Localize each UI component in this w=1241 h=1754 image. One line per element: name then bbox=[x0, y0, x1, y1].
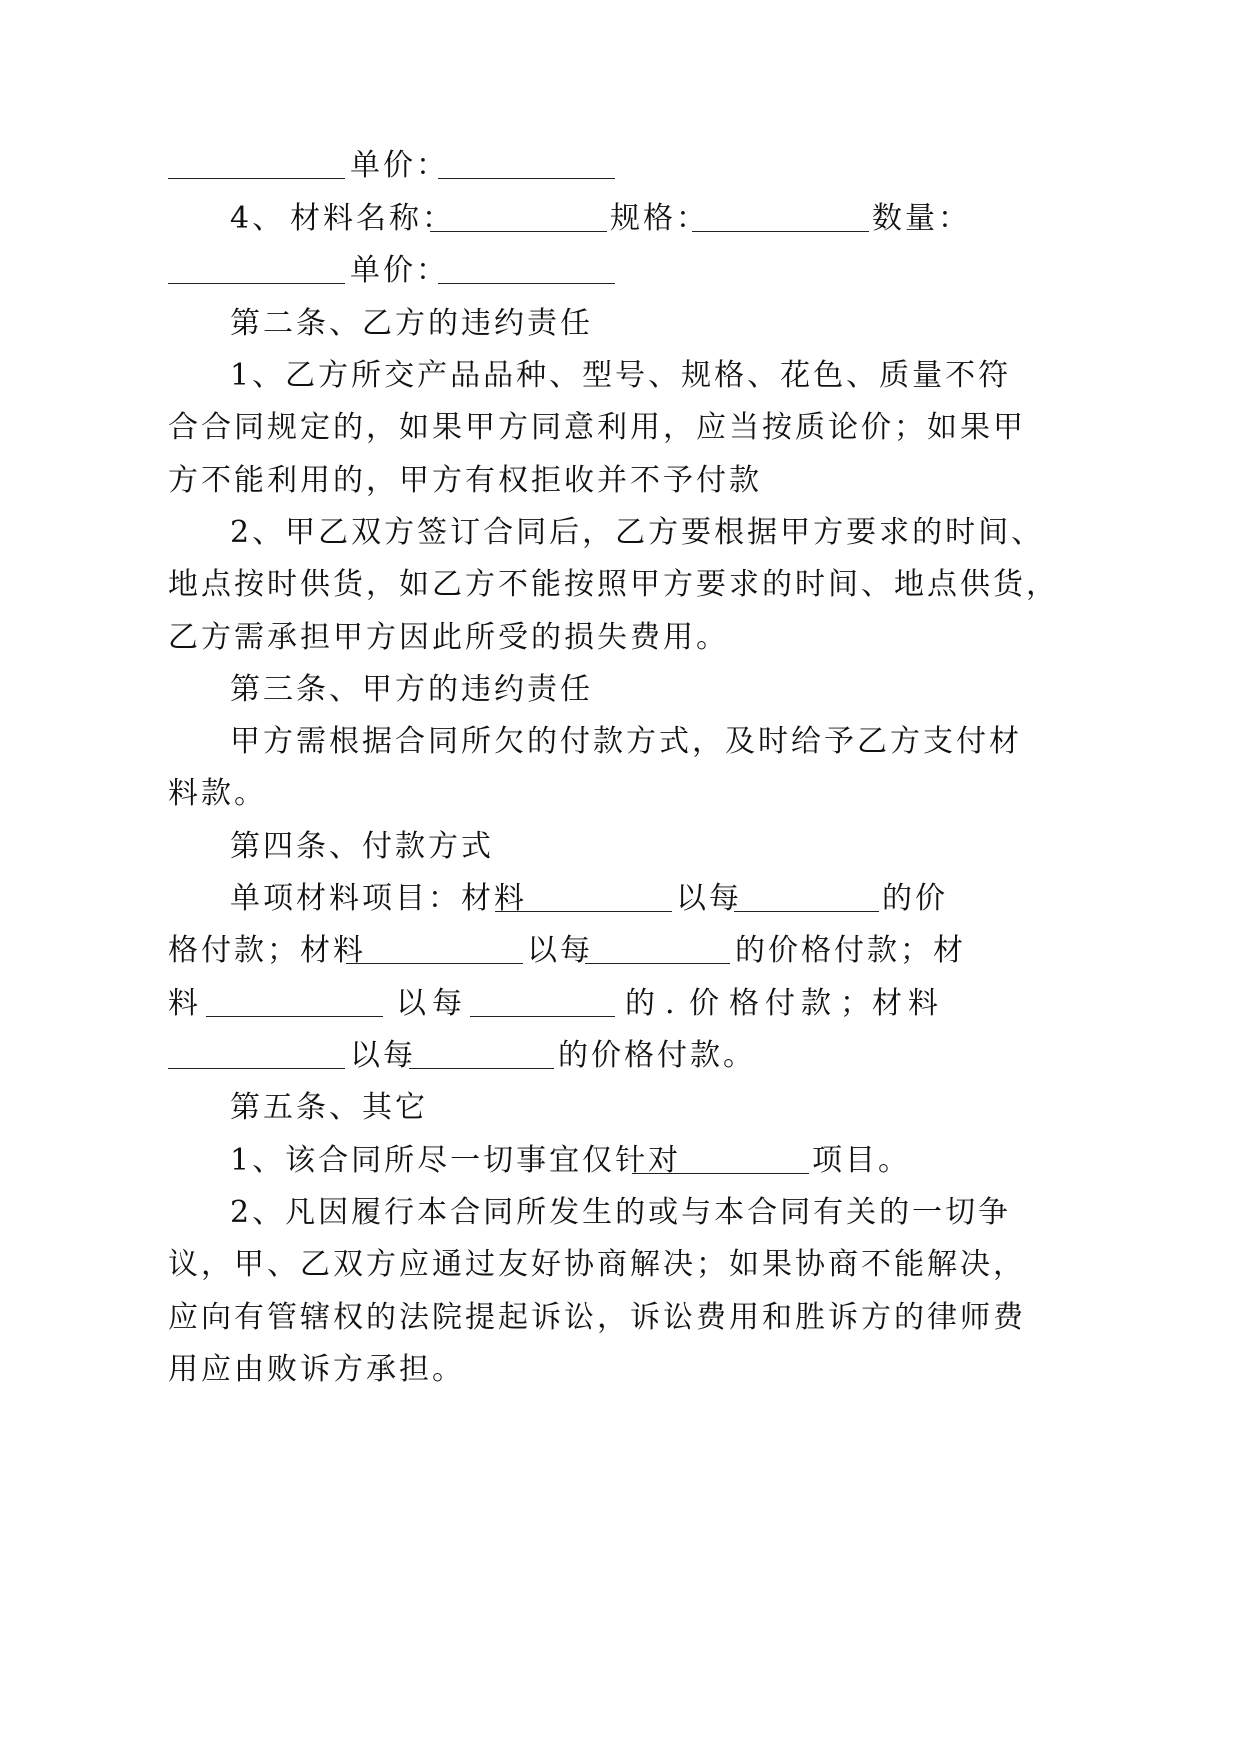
text-segment: . bbox=[665, 986, 678, 1021]
text-segment: 1、该合同所尽一切事宜仅针对 bbox=[230, 1143, 682, 1178]
text-line bbox=[0, 1187, 1241, 1239]
section-heading bbox=[0, 298, 1241, 350]
text-segment: 每 bbox=[432, 986, 465, 1021]
text-segment: 地点按时供货，如乙方不能按照甲方要求的时间、地点供货， bbox=[168, 567, 1059, 602]
text-line bbox=[0, 716, 1241, 768]
text-segment: 的 bbox=[625, 986, 658, 1021]
fill-in-blank bbox=[438, 178, 615, 179]
text-segment: 项目。 bbox=[812, 1143, 911, 1178]
fill-in-blank bbox=[206, 1016, 383, 1017]
text-line bbox=[0, 350, 1241, 402]
text-segment: 料 bbox=[168, 986, 201, 1021]
fill-in-blank bbox=[632, 1173, 809, 1174]
text-segment: 付 bbox=[765, 986, 798, 1021]
fill-in-blank bbox=[585, 963, 730, 964]
text-line bbox=[0, 1239, 1241, 1291]
text-line bbox=[0, 402, 1241, 454]
text-segment: 以每 bbox=[350, 1038, 416, 1073]
text-segment: 材 bbox=[872, 986, 905, 1021]
fill-in-blank bbox=[168, 1068, 345, 1069]
fill-in-blank bbox=[734, 911, 879, 912]
text-line bbox=[0, 140, 1241, 192]
text-line bbox=[0, 873, 1241, 925]
text-segment: 第二条、乙方的违约责任 bbox=[230, 306, 593, 341]
text-segment: 的价 bbox=[882, 881, 948, 916]
text-line bbox=[0, 245, 1241, 297]
text-segment: 以每 bbox=[527, 933, 593, 968]
text-segment: 第三条、甲方的违约责任 bbox=[230, 672, 593, 707]
text-segment: 单项材料项目：材料 bbox=[230, 881, 527, 916]
fill-in-blank bbox=[438, 283, 615, 284]
fill-in-blank bbox=[346, 963, 523, 964]
text-line bbox=[0, 1344, 1241, 1396]
text-segment: 格付款；材料 bbox=[168, 933, 366, 968]
section-heading bbox=[0, 1082, 1241, 1134]
text-segment: 材料名称： bbox=[290, 201, 455, 236]
section-heading bbox=[0, 664, 1241, 716]
text-segment: 合合同规定的，如果甲方同意利用，应当按质论价；如果甲 bbox=[168, 410, 1026, 445]
text-line bbox=[0, 1030, 1241, 1082]
text-segment: 甲方需根据合同所欠的付款方式，及时给予乙方支付材 bbox=[230, 724, 1022, 759]
fill-in-blank bbox=[692, 231, 869, 232]
text-segment: 单价： bbox=[350, 148, 449, 183]
text-line bbox=[0, 768, 1241, 820]
text-segment: 议，甲、乙双方应通过友好协商解决；如果协商不能解决， bbox=[168, 1247, 1026, 1282]
text-segment: 的价格付款。 bbox=[558, 1038, 756, 1073]
text-segment: 1、乙方所交产品品种、型号、规格、花色、质量不符 bbox=[230, 358, 1012, 393]
text-line bbox=[0, 455, 1241, 507]
fill-in-blank bbox=[168, 178, 345, 179]
text-segment: 价 bbox=[689, 986, 722, 1021]
text-line bbox=[0, 612, 1241, 664]
text-segment: 料款。 bbox=[168, 776, 267, 811]
text-segment: 2、凡因履行本合同所发生的或与本合同有关的一切争 bbox=[230, 1195, 1012, 1230]
text-segment: 用应由败诉方承担。 bbox=[168, 1352, 465, 1387]
text-line bbox=[0, 507, 1241, 559]
text-segment: 第四条、付款方式 bbox=[230, 829, 494, 864]
text-segment: 料 bbox=[908, 986, 941, 1021]
text-segment: 乙方需承担甲方因此所受的损失费用。 bbox=[168, 620, 729, 655]
fill-in-blank bbox=[409, 1068, 554, 1069]
text-segment: 数量： bbox=[872, 201, 971, 236]
text-line bbox=[0, 1292, 1241, 1344]
item-number: 4、 bbox=[230, 201, 286, 236]
text-segment: 规格： bbox=[610, 201, 709, 236]
text-segment: 格 bbox=[729, 986, 762, 1021]
text-segment: 单价： bbox=[350, 253, 449, 288]
text-segment: 款 bbox=[801, 986, 834, 1021]
text-segment: 2、甲乙双方签订合同后，乙方要根据甲方要求的时间、 bbox=[230, 515, 1045, 550]
text-line bbox=[0, 1135, 1241, 1187]
text-line bbox=[0, 978, 1241, 1030]
fill-in-blank bbox=[168, 283, 345, 284]
text-segment: 以 bbox=[396, 986, 429, 1021]
fill-in-blank bbox=[470, 1016, 615, 1017]
text-segment: 的价格付款；材 bbox=[735, 933, 966, 968]
text-segment: 方不能利用的，甲方有权拒收并不予付款 bbox=[168, 463, 762, 498]
text-segment: 第五条、其它 bbox=[230, 1090, 428, 1125]
fill-in-blank bbox=[495, 911, 672, 912]
section-heading bbox=[0, 821, 1241, 873]
text-segment: ； bbox=[840, 986, 873, 1021]
fill-in-blank bbox=[430, 231, 607, 232]
text-line bbox=[0, 193, 1241, 245]
text-segment: 应向有管辖权的法院提起诉讼，诉讼费用和胜诉方的律师费 bbox=[168, 1300, 1026, 1335]
text-segment: 以每 bbox=[676, 881, 742, 916]
text-line bbox=[0, 925, 1241, 977]
text-line bbox=[0, 559, 1241, 611]
